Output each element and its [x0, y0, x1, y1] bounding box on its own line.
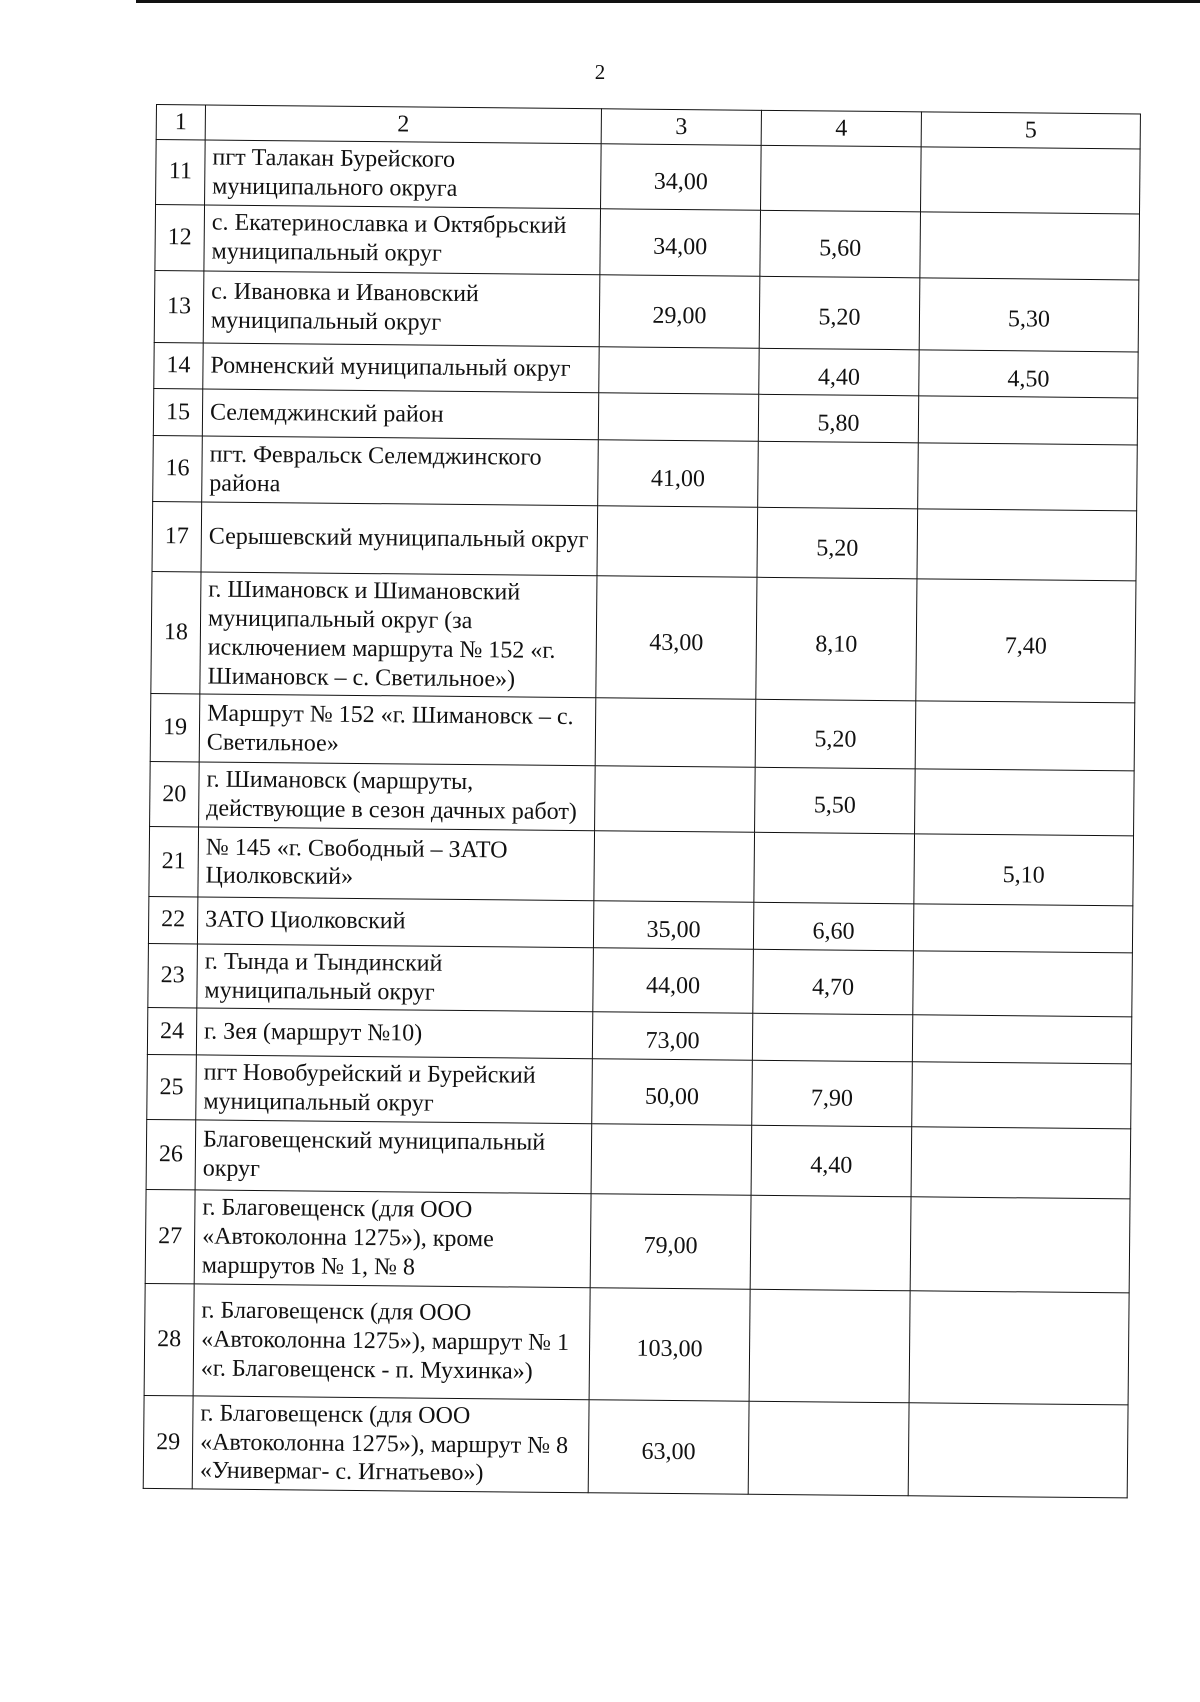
row-value-col-3 — [595, 698, 756, 768]
row-territory-name: ЗАТО Циолковский — [197, 897, 593, 948]
row-value-col-4 — [758, 441, 919, 509]
header-col-4: 4 — [761, 110, 921, 147]
row-value-col-4: 5,20 — [757, 507, 918, 579]
table-row — [151, 572, 1136, 704]
page-number: 2 — [594, 60, 606, 84]
row-territory-name: г. Зея (маршрут №10) — [196, 1008, 592, 1059]
table-row — [143, 1395, 1128, 1498]
row-territory-name: г. Тында и Тындинский муниципальный округ — [197, 944, 594, 1012]
row-value-col-3: 35,00 — [593, 901, 753, 949]
row-number: 19 — [150, 694, 200, 762]
row-value-col-5 — [921, 147, 1141, 214]
row-value-col-5 — [912, 1062, 1132, 1129]
row-value-col-3: 29,00 — [599, 274, 760, 348]
row-territory-name: Ромненский муниципальный округ — [203, 343, 599, 394]
row-value-col-4: 5,80 — [758, 395, 918, 443]
row-value-col-5: 5,10 — [914, 834, 1134, 906]
row-territory-name: пгт Новобурейский и Бурейский муниципальный округ — [196, 1055, 593, 1123]
row-territory-name: Благовещенский муниципальный округ — [195, 1120, 592, 1194]
row-value-col-4: 6,60 — [753, 902, 913, 950]
row-value-col-3 — [595, 766, 756, 832]
row-value-col-4 — [749, 1289, 910, 1403]
table-row — [144, 1283, 1129, 1404]
row-value-col-3: 34,00 — [601, 144, 762, 210]
row-number: 18 — [151, 572, 201, 695]
row-value-col-5 — [910, 1197, 1130, 1293]
row-value-col-3: 34,00 — [600, 208, 761, 276]
table-row — [150, 762, 1135, 836]
row-value-col-4: 7,90 — [752, 1060, 913, 1126]
row-number: 24 — [147, 1008, 196, 1055]
row-value-col-4: 4,40 — [751, 1125, 912, 1197]
row-value-col-3: 79,00 — [590, 1193, 751, 1289]
row-value-col-3: 44,00 — [593, 948, 754, 1014]
row-territory-name: Маршрут № 152 «г. Шимановск – с. Светильное» — [199, 694, 596, 766]
row-territory-name: Селемджинский район — [202, 389, 598, 440]
row-value-col-3: 73,00 — [592, 1012, 752, 1060]
row-value-col-5 — [915, 769, 1135, 836]
table-row — [145, 1189, 1130, 1292]
table-row — [153, 436, 1138, 511]
row-value-col-5: 4,50 — [919, 349, 1138, 398]
row-value-col-4: 4,70 — [753, 949, 914, 1015]
row-territory-name: г. Благовещенск (для ООО «Автоколонна 1275»), маршрут № 1 «г. Благовещенск - п. Мухинка») — [193, 1284, 590, 1400]
row-value-col-5 — [918, 443, 1138, 511]
row-value-col-4: 5,60 — [760, 210, 921, 278]
row-territory-name: с. Екатеринославка и Октябрьский муниципальный округ — [204, 205, 601, 275]
header-col-5: 5 — [921, 112, 1140, 149]
row-territory-name: Серышевский муниципальный округ — [201, 502, 598, 576]
row-value-col-5 — [920, 211, 1140, 279]
row-value-col-3 — [598, 393, 758, 441]
row-number: 26 — [146, 1119, 196, 1189]
row-value-col-5 — [909, 1291, 1129, 1405]
row-value-col-5 — [917, 509, 1137, 581]
row-value-col-5: 7,40 — [916, 579, 1136, 703]
row-territory-name: пгт. Февральск Селемджинского района — [202, 436, 599, 506]
row-value-col-4 — [750, 1195, 911, 1291]
row-value-col-5 — [911, 1127, 1131, 1199]
tariff-table — [143, 104, 1141, 1499]
row-value-col-5: 5,30 — [919, 277, 1139, 351]
table-row — [148, 943, 1133, 1017]
row-number: 14 — [154, 342, 203, 389]
row-value-col-5 — [913, 951, 1133, 1018]
row-value-col-5 — [915, 701, 1135, 771]
row-value-col-4 — [752, 1014, 912, 1062]
table-row — [149, 826, 1134, 905]
row-number: 27 — [145, 1189, 195, 1283]
row-value-col-5 — [918, 396, 1137, 445]
header-col-2: 2 — [205, 105, 601, 144]
table-row — [155, 204, 1140, 279]
row-value-col-3: 50,00 — [592, 1059, 753, 1125]
page-top-edge — [136, 0, 1200, 3]
row-number: 16 — [153, 436, 203, 502]
row-number: 28 — [144, 1283, 194, 1395]
row-territory-name: № 145 «г. Свободный – ЗАТО Циолковский» — [198, 827, 595, 901]
row-number: 29 — [143, 1395, 193, 1489]
row-value-col-4: 4,40 — [759, 348, 919, 396]
row-value-col-3: 41,00 — [598, 440, 759, 508]
row-value-col-5 — [908, 1403, 1128, 1498]
row-territory-name: с. Ивановка и Ивановский муниципальный округ — [203, 271, 600, 347]
row-value-col-3 — [591, 1123, 752, 1195]
row-territory-name: г. Благовещенск (для ООО «Автоколонна 1275»), маршрут № 8 «Универмаг- с. Игнатьево») — [192, 1396, 589, 1493]
row-number: 11 — [156, 140, 206, 205]
table-row — [154, 270, 1139, 351]
row-number: 23 — [148, 943, 198, 1008]
row-value-col-3: 43,00 — [596, 576, 757, 700]
row-value-col-4: 5,20 — [759, 276, 920, 350]
row-value-col-3 — [597, 506, 758, 578]
row-number: 20 — [150, 762, 200, 827]
row-number: 25 — [147, 1055, 197, 1120]
row-number: 13 — [154, 270, 204, 342]
table-row — [146, 1119, 1131, 1198]
row-value-col-3 — [594, 831, 755, 903]
row-value-col-4 — [761, 145, 922, 211]
row-value-col-5 — [913, 904, 1132, 953]
row-value-col-4: 5,20 — [755, 700, 916, 770]
table-row — [152, 502, 1137, 581]
row-territory-name: г. Благовещенск (для ООО «Автоколонна 1275»), кроме маршрутов № 1, № 8 — [194, 1190, 591, 1288]
row-value-col-4: 8,10 — [756, 577, 917, 701]
row-value-col-5 — [912, 1015, 1131, 1064]
table-row — [156, 140, 1141, 214]
row-territory-name: г. Шимановск и Шимановский муниципальный округ (за исключением маршрута № 152 «г. Шимановск – с. Светильное») — [200, 572, 597, 698]
row-number: 17 — [152, 502, 202, 572]
row-territory-name: г. Шимановск (маршруты, действующие в сезон дачных работ) — [199, 762, 596, 830]
row-value-col-4 — [754, 832, 915, 904]
table-row — [150, 694, 1135, 771]
row-number: 12 — [155, 204, 205, 270]
header-col-1: 1 — [156, 105, 205, 140]
row-value-col-3: 103,00 — [589, 1287, 750, 1401]
row-number: 22 — [148, 896, 197, 943]
row-territory-name: пгт Талакан Бурейского муниципального округа — [205, 140, 602, 208]
header-col-3: 3 — [601, 109, 761, 146]
table-row — [147, 1055, 1132, 1129]
row-value-col-3 — [599, 346, 759, 394]
row-number: 21 — [149, 826, 199, 896]
row-value-col-4: 5,50 — [755, 768, 916, 834]
row-value-col-3: 63,00 — [588, 1399, 749, 1494]
row-value-col-4 — [748, 1401, 909, 1496]
row-number: 15 — [153, 389, 202, 436]
